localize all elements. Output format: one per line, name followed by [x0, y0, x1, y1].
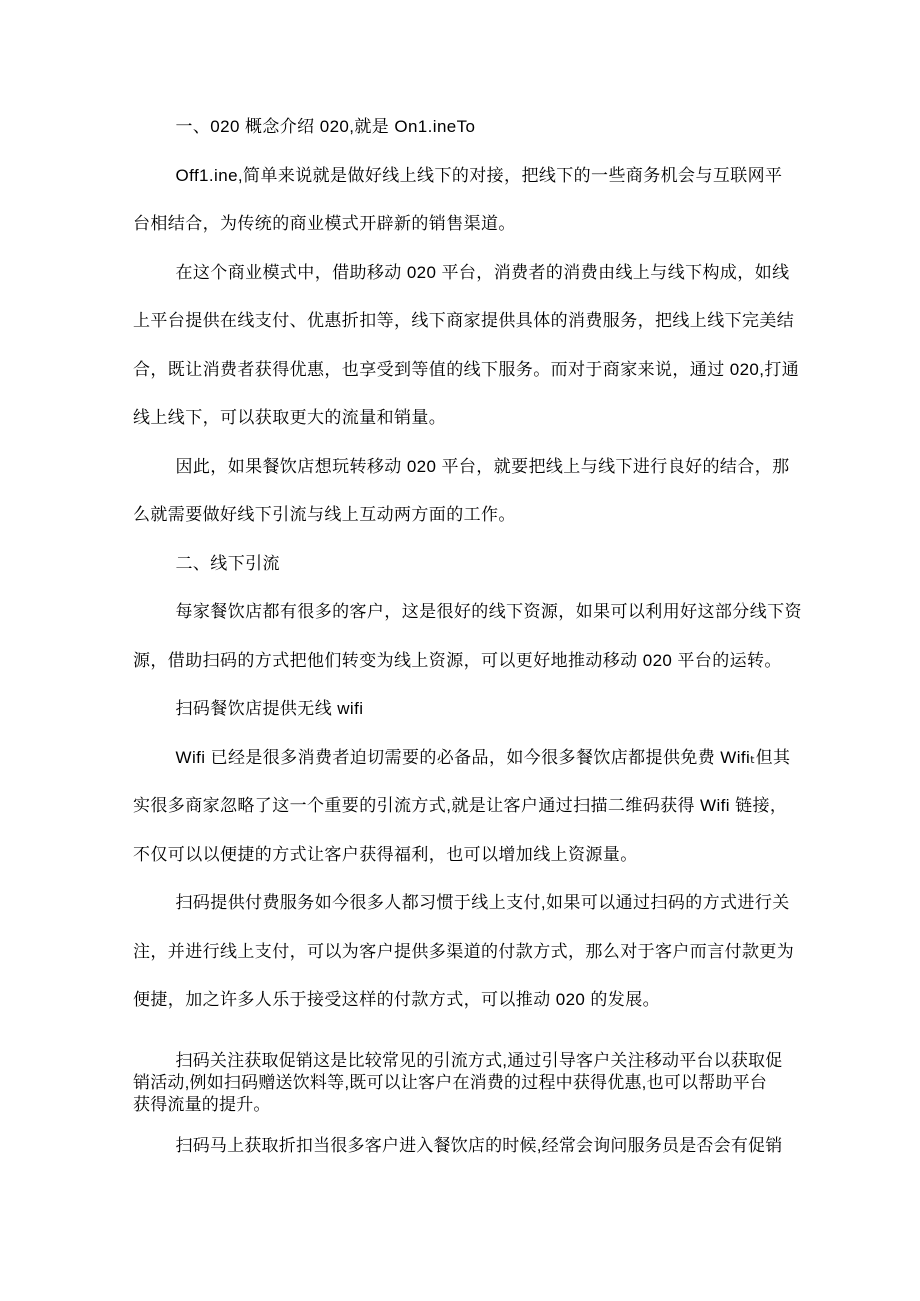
- paragraph-line: 便捷，加之许多人乐于接受这样的付款方式，可以推动 020 的发展。: [133, 990, 661, 1009]
- heading-line: 一、020 概念介绍 020,就是 On1.ineTo: [175, 117, 476, 136]
- paragraph-line: 在这个商业模式中，借助移动 020 平台，消费者的消费由线上与线下构成，如线: [175, 262, 790, 282]
- paragraph-conclusion-intro: [133, 443, 823, 540]
- paragraph-business-model: [133, 249, 823, 443]
- paragraph-line: 销活动,例如扫码赠送饮料等,既可以让客户在消费的过程中获得优惠,也可以帮助平台: [133, 1072, 767, 1092]
- paragraph-wifi-detail: [133, 734, 823, 880]
- paragraph-line: 上平台提供在线支付、优惠折扣等，线下商家提供具体的消费服务，把线上线下完美结: [133, 311, 795, 330]
- paragraph-scan-promotion: [133, 1050, 823, 1116]
- paragraph-scan-payment: [133, 879, 823, 1025]
- section-heading-1: [133, 103, 823, 152]
- paragraph-line: 注，并进行线上支付，可以为客户提供多渠道的付款方式，那么对于客户而言付款更为: [133, 941, 795, 961]
- paragraph-line: 实很多商家忽略了这一个重要的引流方式,就是让客户通过扫描二维码获得 Wifi 链接，: [133, 796, 788, 815]
- paragraph-offline-resources: [133, 588, 823, 685]
- paragraph-line: 线上线下，可以获取更大的流量和销量。: [133, 408, 447, 427]
- paragraph-line: 不仅可以以便捷的方式让客户获得福利，也可以增加线上资源量。: [133, 844, 638, 864]
- paragraph-line: 扫码提供付费服务如今很多人都习惯于线上支付,如果可以通过扫码的方式进行关: [175, 893, 790, 912]
- paragraph-scan-wifi-title: [133, 685, 823, 734]
- paragraph-line: 台相结合，为传统的商业模式开辟新的销售渠道。: [133, 214, 516, 233]
- paragraph-line: 因此，如果餐饮店想玩转移动 020 平台，就要把线上与线下进行良好的结合，那: [175, 456, 790, 476]
- paragraph-line: 获得流量的提升。: [133, 1094, 271, 1114]
- paragraph-line: 每家餐饮店都有很多的客户，这是很好的线下资源，如果可以利用好这部分线下资: [175, 602, 802, 621]
- paragraph-line: 么就需要做好线下引流与线上互动两方面的工作。: [133, 505, 516, 524]
- paragraph-o2o-definition: [133, 152, 823, 249]
- section-heading-2: [133, 540, 823, 589]
- paragraph-line: 扫码关注获取促销这是比较常见的引流方式,通过引导客户关注移动平台以获取促: [175, 1050, 783, 1070]
- document-body: [133, 103, 823, 1157]
- paragraph-line: Off1.ine,简单来说就是做好线上线下的对接，把线下的一些商务机会与互联网平: [175, 165, 783, 185]
- paragraph-line: 源，借助扫码的方式把他们转变为线上资源，可以更好地推动移动 020 平台的运转。: [133, 650, 782, 670]
- paragraph-line: 合，既让消费者获得优惠，也享受到等值的线下服务。而对于商家来说，通过 020,打通: [133, 359, 800, 379]
- paragraph-line: 扫码餐饮店提供无线 wifi: [175, 699, 364, 718]
- paragraph-scan-discount: [133, 1135, 823, 1157]
- paragraph-line: Wifi 已经是很多消费者迫切需要的必备品，如今很多餐饮店都提供免费 Wifiₜ但其: [175, 747, 791, 767]
- paragraph-line: 扫码马上获取折扣当很多客户进入餐饮店的时候,经常会询问服务员是否会有促销: [175, 1135, 783, 1155]
- heading-line: 二、线下引流: [175, 553, 280, 573]
